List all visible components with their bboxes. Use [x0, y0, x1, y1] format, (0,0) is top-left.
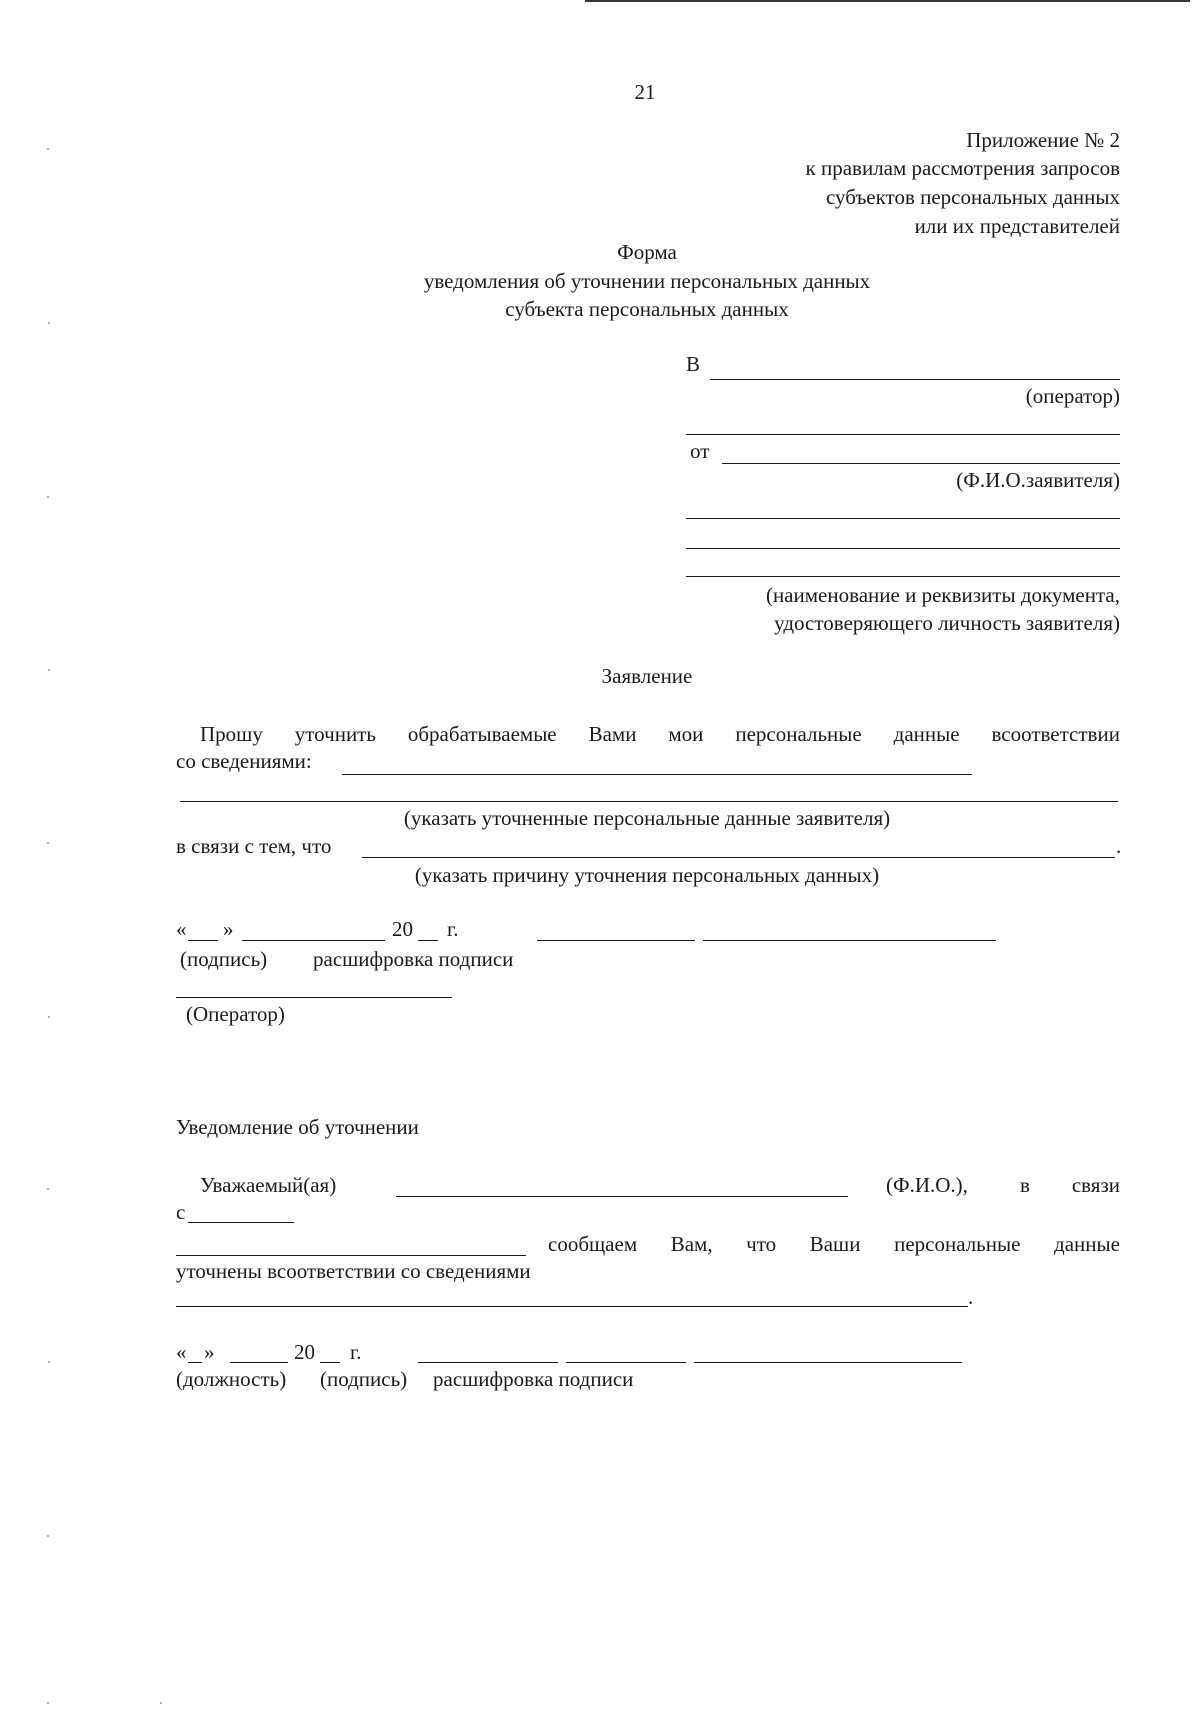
signature-field[interactable] [537, 940, 695, 941]
notification-word: в [1020, 1173, 1030, 1197]
appendix-line: или их представителей [914, 214, 1120, 238]
form-subtitle: субъекта персональных данных [505, 297, 789, 321]
statement-paragraph-line1 [200, 724, 1120, 745]
notification-line-end: . [968, 1285, 974, 1309]
applicant-caption: (Ф.И.О.заявителя) [956, 468, 1120, 492]
year-prefix: 20 [392, 917, 413, 941]
caption-signature: (подпись) [180, 947, 268, 971]
notification-heading: Уведомление об уточнении [176, 1115, 419, 1139]
page-number: 21 [634, 80, 656, 104]
caption-operator: (Оператор) [186, 1002, 285, 1026]
reason-prefix: в связи с тем, что [176, 834, 332, 858]
notification-word: Ваши [809, 1232, 861, 1256]
statement-word: мои [668, 722, 704, 746]
statement-text: со сведениями: [176, 749, 312, 773]
document-field-2[interactable] [686, 548, 1120, 549]
position-field[interactable] [418, 1362, 558, 1363]
statement-word: всоответствии [991, 722, 1120, 746]
notification-word: с [176, 1200, 186, 1224]
scan-top-edge [585, 0, 1190, 2]
statement-heading: Заявление [601, 664, 693, 688]
notification-word: связи [1071, 1173, 1120, 1197]
date-day-field[interactable] [188, 940, 218, 941]
caption-reason: (указать причину уточнения персональных данных) [414, 863, 880, 887]
statement-word: Вами [588, 722, 637, 746]
to-prefix: В [686, 352, 701, 376]
recipient-name-field[interactable] [396, 1196, 848, 1197]
applicant-name-field[interactable] [722, 463, 1120, 464]
year-suffix: г. [350, 1340, 362, 1364]
scan-speck [47, 1702, 49, 1704]
reason-end: . [1116, 834, 1122, 858]
scan-speck [47, 842, 49, 844]
document-caption: удостоверяющего личность заявителя) [774, 611, 1120, 635]
caption-specify-data: (указать уточненные персональные данные заявителя) [403, 806, 891, 830]
notification-message-line [548, 1234, 1120, 1255]
scan-speck [48, 322, 50, 324]
form-title: Форма [617, 240, 677, 264]
document-field-1[interactable] [686, 518, 1120, 519]
fio-label: (Ф.И.О.), [886, 1173, 968, 1197]
statement-word: Прошу [200, 722, 263, 746]
scan-speck [48, 1361, 50, 1363]
signature-decode-field[interactable] [694, 1362, 962, 1363]
date-day-field[interactable] [188, 1362, 202, 1363]
operator-caption: (оператор) [1025, 384, 1120, 408]
notification-word: данные [1054, 1232, 1120, 1256]
date-year-field[interactable] [320, 1362, 340, 1363]
notification-word: сообщаем [548, 1232, 638, 1256]
scan-speck [47, 148, 49, 150]
caption-position: (должность) [176, 1367, 287, 1391]
date-month-field[interactable] [242, 940, 385, 941]
signature-field[interactable] [566, 1362, 686, 1363]
notification-word: Вам, [670, 1232, 713, 1256]
dear-label: Уважаемый(ая) [200, 1173, 337, 1197]
caption-signature-decode: расшифровка подписи [433, 1367, 634, 1391]
notification-word: персональные [894, 1232, 1021, 1256]
scan-speck [48, 669, 50, 671]
date-month-field[interactable] [230, 1362, 288, 1363]
notification-text: уточнены всоответствии со сведениями [176, 1259, 531, 1283]
statement-word: уточнить [294, 722, 376, 746]
caption-signature: (подпись) [320, 1367, 408, 1391]
appendix-line: к правилам рассмотрения запросов [805, 156, 1120, 180]
statement-word: обрабатываемые [407, 722, 557, 746]
document-field-3[interactable] [686, 576, 1120, 577]
year-prefix: 20 [294, 1340, 315, 1364]
reason-short-field[interactable] [188, 1222, 294, 1223]
reason-field[interactable] [362, 857, 1115, 858]
statement-word: данные [893, 722, 960, 746]
date-year-field[interactable] [418, 940, 438, 941]
year-suffix: г. [447, 917, 459, 941]
operator-signature-field[interactable] [176, 997, 452, 998]
reason-continued-field[interactable] [176, 1255, 526, 1256]
updated-data-field[interactable] [176, 1306, 968, 1307]
statement-word: персональные [735, 722, 862, 746]
scan-speck [47, 1188, 49, 1190]
data-details-field-2[interactable] [180, 801, 1118, 802]
date-close-quote: » [223, 917, 234, 941]
scan-speck [47, 1535, 49, 1537]
operator-name-field[interactable] [710, 379, 1120, 380]
scan-speck [47, 496, 49, 498]
date-open-quote: « [176, 917, 187, 941]
from-prefix: от [690, 439, 710, 463]
caption-signature-decode: расшифровка подписи [313, 947, 514, 971]
document-caption: (наименование и реквизиты документа, [765, 583, 1120, 607]
signature-decode-field[interactable] [703, 940, 996, 941]
operator-extra-field[interactable] [686, 434, 1120, 435]
notification-word: что [746, 1232, 777, 1256]
date-close-quote: » [204, 1340, 215, 1364]
scan-speck [160, 1702, 162, 1704]
appendix-title: Приложение № 2 [966, 128, 1120, 152]
form-subtitle: уведомления об уточнении персональных данных [423, 269, 871, 293]
date-open-quote: « [176, 1340, 187, 1364]
scan-speck [48, 1016, 50, 1018]
data-details-field-1[interactable] [342, 774, 972, 775]
appendix-line: субъектов персональных данных [826, 185, 1120, 209]
